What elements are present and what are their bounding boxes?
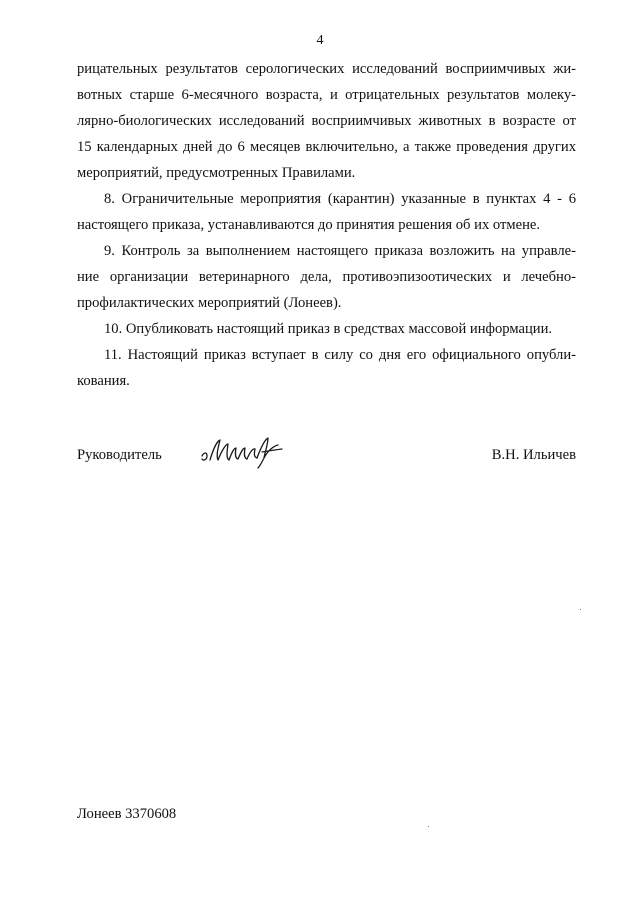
paragraph-line: лярно-биологических исследований восприимчивых животных в возрасте от [77,113,576,129]
paragraph-line: 10. Опубликовать настоящий приказ в средствах массовой информации. [104,321,553,337]
paragraph-line: профилактических мероприятий (Лонеев). [77,295,342,311]
scan-speck [580,609,581,610]
paragraph-line: настоящего приказа, устанавливаются до принятия решения об их отмене. [77,217,541,233]
paragraph-line: 9. Контроль за выполнением настоящего приказа возложить на управле- [104,243,576,259]
signer-name: В.Н. Ильичев [491,447,576,463]
paragraph-line: 15 календарных дней до 6 месяцев включительно, а также проведения других [77,139,576,155]
handwritten-signature [198,432,288,470]
paragraph-line: ние организации ветеринарного дела, противоэпизоотических и лечебно- [77,269,576,285]
signer-title: Руководитель [77,447,162,463]
scan-speck [428,826,429,827]
paragraph-line: 8. Ограничительные мероприятия (карантин) указанные в пунктах 4 - 6 [104,191,576,207]
paragraph-line: вотных старше 6-месячного возраста, и отрицательных результатов молеку- [77,87,576,103]
paragraph-line: кования. [77,373,130,389]
paragraph-line: рицательных результатов серологических исследований восприимчивых жи- [77,61,576,77]
executor-note: Лонеев 3370608 [77,806,177,822]
page-number: 4 [316,33,324,48]
paragraph-line: мероприятий, предусмотренных Правилами. [77,165,356,181]
paragraph-line: 11. Настоящий приказ вступает в силу со дня его официального опубли- [104,347,576,363]
